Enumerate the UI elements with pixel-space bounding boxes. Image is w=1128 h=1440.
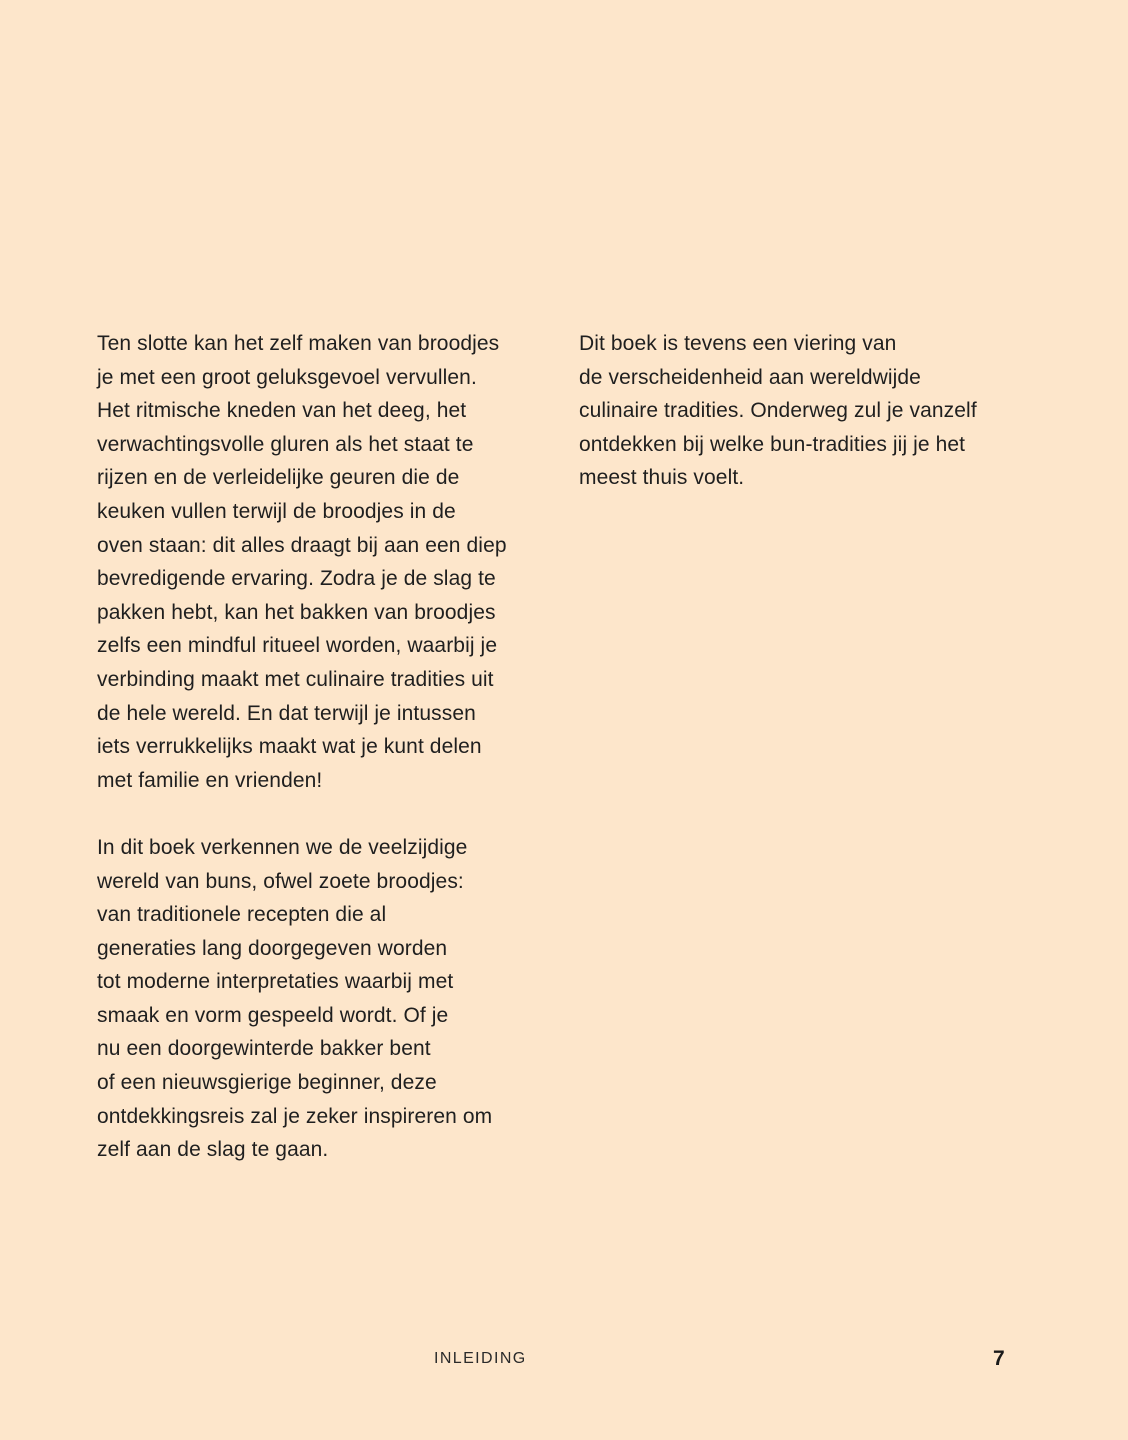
section-title: INLEIDING xyxy=(434,1350,527,1367)
right-column xyxy=(579,327,1019,495)
text-line: wereld van buns, ofwel zoete broodjes: xyxy=(97,869,464,893)
text-line: zelfs een mindful ritueel worden, waarbij je xyxy=(97,634,498,658)
text-line: ontdekkingsreis zal je zeker inspireren om xyxy=(97,1104,493,1128)
paragraph xyxy=(579,327,1019,495)
text-line: verbinding maakt met culinaire tradities uit xyxy=(97,667,494,691)
text-line: In dit boek verkennen we de veelzijdige xyxy=(97,835,468,859)
text-line: van traditionele recepten die al xyxy=(97,903,387,927)
text-line: tot moderne interpretaties waarbij met xyxy=(97,970,454,994)
text-line: culinaire tradities. Onderweg zul je vanzelf xyxy=(579,399,977,423)
text-line: nu een doorgewinterde bakker bent xyxy=(97,1037,431,1061)
text-line: Het ritmische kneden van het deeg, het xyxy=(97,399,467,423)
text-line: meest thuis voelt. xyxy=(579,466,745,490)
text-line: met familie en vrienden! xyxy=(97,768,323,792)
text-line: of een nieuwsgierige beginner, deze xyxy=(97,1071,437,1095)
text-line: oven staan: dit alles draagt bij aan een diep xyxy=(97,533,507,557)
text-line: je met een groot geluksgevoel vervullen. xyxy=(97,365,477,389)
text-line: smaak en vorm gespeeld wordt. Of je xyxy=(97,1003,449,1027)
text-line: Dit boek is tevens een viering van xyxy=(579,332,897,355)
paragraph xyxy=(97,831,537,1167)
text-line: generaties lang doorgegeven worden xyxy=(97,936,448,960)
text-line: iets verrukkelijks maakt wat je kunt delen xyxy=(97,735,482,759)
paragraph-spacer xyxy=(97,797,537,831)
text-line: rijzen en de verleidelijke geuren die de xyxy=(97,466,460,490)
text-line: de hele wereld. En dat terwijl je intussen xyxy=(97,701,476,725)
left-column xyxy=(97,327,537,1167)
text-line: Ten slotte kan het zelf maken van broodjes xyxy=(97,332,500,355)
page-number: 7 xyxy=(993,1347,1005,1370)
text-line: keuken vullen terwijl de broodjes in de xyxy=(97,499,456,523)
text-line: de verscheidenheid aan wereldwijde xyxy=(579,365,921,389)
text-line: bevredigende ervaring. Zodra je de slag te xyxy=(97,567,496,591)
text-line: zelf aan de slag te gaan. xyxy=(97,1138,329,1162)
text-line: ontdekken bij welke bun-tradities jij je het xyxy=(579,432,966,456)
paragraph xyxy=(97,327,537,797)
text-line: pakken hebt, kan het bakken van broodjes xyxy=(97,600,496,624)
text-line: verwachtingsvolle gluren als het staat te xyxy=(97,432,474,456)
